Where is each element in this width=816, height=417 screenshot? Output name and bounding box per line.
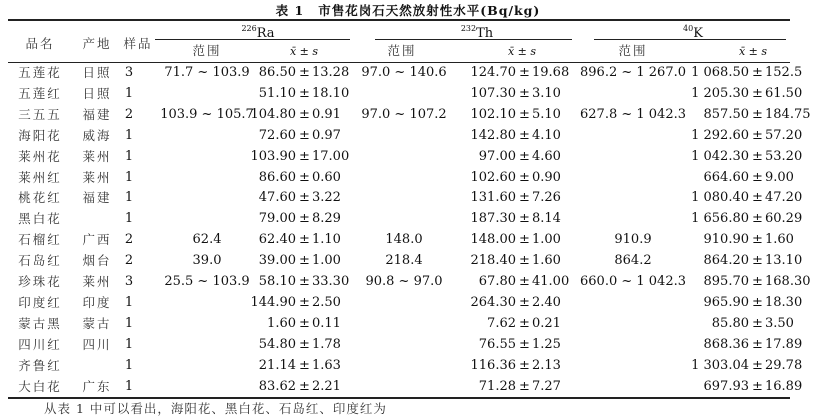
mean-value: 21.14 xyxy=(258,357,296,373)
plus-minus-sign: ± xyxy=(752,127,763,143)
header-ra-range: 范围 xyxy=(192,43,222,58)
mean-value: 1 042.30 xyxy=(691,148,749,164)
sd-value: 13.28 xyxy=(312,65,350,80)
sd-value: 0.11 xyxy=(312,315,341,331)
sd-value: 2.13 xyxy=(532,357,561,373)
mean-value: 85.80 xyxy=(711,315,749,331)
mean-value: 868.36 xyxy=(703,336,749,352)
plus-minus-sign: ± xyxy=(752,106,763,122)
cell-origin: 蒙古 xyxy=(82,315,112,331)
sd-value: 7.26 xyxy=(532,190,561,206)
plus-minus-sign: ± xyxy=(519,106,530,122)
sd-value: 0.21 xyxy=(532,315,561,331)
cell-th-range: 90.8 ~ 97.0 xyxy=(365,274,443,289)
header-k: $^{40}$K xyxy=(683,24,703,41)
header-th-range: 范围 xyxy=(387,43,417,58)
sd-value: 53.20 xyxy=(765,148,803,164)
cell-th-range: 218.4 xyxy=(385,253,423,269)
cell-name: 石榴红 xyxy=(18,232,62,248)
sd-value: 7.27 xyxy=(532,378,561,394)
cell-samples: 1 xyxy=(124,148,134,164)
plus-minus-sign: ± xyxy=(752,148,763,164)
plus-minus-sign: ± xyxy=(299,106,310,122)
sd-value: 3.22 xyxy=(312,190,341,206)
sd-value: 3.50 xyxy=(765,315,794,331)
cell-th-range: 97.0 ~ 107.2 xyxy=(361,106,447,122)
cell-name: 海阳花 xyxy=(18,127,62,143)
plus-minus-sign: ± xyxy=(299,315,310,331)
header-ra-mean: x̄ ± s xyxy=(289,45,319,58)
plus-minus-sign: ± xyxy=(299,378,310,394)
mean-value: 910.90 xyxy=(703,232,749,248)
mean-value: 148.00 xyxy=(470,232,516,248)
sd-value: 1.60 xyxy=(765,232,794,248)
sd-value: 60.29 xyxy=(765,211,803,227)
cell-samples: 1 xyxy=(124,336,134,352)
sd-value: 1.00 xyxy=(312,253,341,269)
mean-value: 864.20 xyxy=(703,253,749,269)
cell-th-range: 97.0 ~ 140.6 xyxy=(361,65,447,80)
mean-value: 1 080.40 xyxy=(691,190,749,206)
plus-minus-sign: ± xyxy=(752,274,763,289)
mean-value: 51.10 xyxy=(258,85,296,101)
plus-minus-sign: ± xyxy=(752,378,763,394)
mean-value: 76.55 xyxy=(478,336,516,352)
plus-minus-sign: ± xyxy=(519,274,530,289)
sd-value: 1.78 xyxy=(312,336,341,352)
header-name: 品名 xyxy=(25,36,55,51)
plus-minus-sign: ± xyxy=(519,169,530,185)
cell-origin: 莱州 xyxy=(82,148,112,164)
mean-value: 1 068.50 xyxy=(691,65,749,80)
sd-value: 13.10 xyxy=(765,253,803,269)
cell-name: 五莲红 xyxy=(18,85,62,101)
cell-ra-range: 62.4 xyxy=(192,232,222,248)
sd-value: 4.60 xyxy=(532,148,561,164)
mean-value: 102.10 xyxy=(470,106,516,122)
plus-minus-sign: ± xyxy=(299,169,310,185)
cell-origin: 广西 xyxy=(82,232,112,248)
cell-samples: 2 xyxy=(124,232,134,248)
mean-value: 54.80 xyxy=(258,336,296,352)
sd-value: 17.89 xyxy=(765,336,803,352)
sd-value: 3.10 xyxy=(532,85,561,101)
sd-value: 1.63 xyxy=(312,357,341,373)
plus-minus-sign: ± xyxy=(519,378,530,394)
sd-value: 41.00 xyxy=(532,274,570,289)
plus-minus-sign: ± xyxy=(299,127,310,143)
cell-samples: 1 xyxy=(124,294,134,310)
header-origin: 产地 xyxy=(82,36,112,51)
cell-ra-range: 71.7 ~ 103.9 xyxy=(164,65,250,80)
sd-value: 61.50 xyxy=(765,85,803,101)
plus-minus-sign: ± xyxy=(519,65,530,80)
mean-value: 187.30 xyxy=(470,211,516,227)
header-th: $^{232}$Th xyxy=(460,24,494,41)
cell-k-range: 864.2 xyxy=(614,253,652,269)
mean-value: 895.70 xyxy=(703,274,749,289)
sd-value: 47.20 xyxy=(765,190,803,206)
header-th-mean: x̄ ± s xyxy=(507,45,537,58)
mean-value: 124.70 xyxy=(470,65,516,80)
cell-origin: 福建 xyxy=(82,190,112,206)
mean-value: 116.36 xyxy=(470,357,516,373)
mean-value: 1 292.60 xyxy=(691,127,749,143)
mean-value: 86.60 xyxy=(258,169,296,185)
cell-name: 三五五 xyxy=(18,106,62,122)
sd-value: 0.91 xyxy=(312,106,341,122)
mean-value: 67.80 xyxy=(478,274,516,289)
plus-minus-sign: ± xyxy=(299,211,310,227)
plus-minus-sign: ± xyxy=(519,211,530,227)
sd-value: 0.60 xyxy=(312,169,341,185)
sd-value: 17.00 xyxy=(312,148,350,164)
mean-value: 62.40 xyxy=(258,232,296,248)
mean-value: 697.93 xyxy=(703,378,749,394)
sd-value: 18.30 xyxy=(765,294,803,310)
cell-name: 桃花红 xyxy=(18,190,62,206)
cell-origin: 威海 xyxy=(82,127,112,143)
header-k-mean: x̄ ± s xyxy=(738,45,768,58)
mean-value: 7.62 xyxy=(487,315,516,331)
sd-value: 152.5 xyxy=(765,65,803,80)
sd-value: 2.40 xyxy=(532,294,561,310)
mean-value: 1 656.80 xyxy=(691,211,749,227)
cell-origin: 烟台 xyxy=(82,253,112,269)
cell-origin: 日照 xyxy=(82,85,112,101)
cell-samples: 2 xyxy=(124,253,134,269)
cell-ra-range: 25.5 ~ 103.9 xyxy=(164,274,250,289)
cell-name: 珍珠花 xyxy=(18,274,62,289)
sd-value: 5.10 xyxy=(532,106,561,122)
sd-value: 1.60 xyxy=(532,253,561,269)
mean-value: 218.40 xyxy=(470,253,516,269)
cell-samples: 1 xyxy=(124,127,134,143)
cell-ra-range: 103.9 ~ 105.7 xyxy=(160,106,254,122)
plus-minus-sign: ± xyxy=(752,253,763,269)
cell-name: 蒙古黑 xyxy=(18,315,62,331)
cell-samples: 3 xyxy=(124,65,134,80)
mean-value: 144.90 xyxy=(250,294,296,310)
plus-minus-sign: ± xyxy=(752,315,763,331)
cell-origin: 莱州 xyxy=(82,274,112,289)
cell-name: 四川红 xyxy=(18,336,62,352)
cell-samples: 1 xyxy=(124,190,134,206)
mean-value: 142.80 xyxy=(470,127,516,143)
plus-minus-sign: ± xyxy=(299,232,310,248)
sd-value: 1.00 xyxy=(532,232,561,248)
sd-value: 9.00 xyxy=(765,169,794,185)
mean-value: 264.30 xyxy=(470,294,516,310)
cell-k-range: 660.0 ~ 1 042.3 xyxy=(580,274,686,289)
mean-value: 103.90 xyxy=(250,148,296,164)
sd-value: 184.75 xyxy=(765,106,811,122)
mean-value: 104.80 xyxy=(250,106,296,122)
cell-name: 莱州花 xyxy=(18,148,62,164)
plus-minus-sign: ± xyxy=(299,336,310,352)
cell-samples: 1 xyxy=(124,315,134,331)
cell-samples: 1 xyxy=(124,169,134,185)
mean-value: 72.60 xyxy=(258,127,296,143)
mean-value: 47.60 xyxy=(258,190,296,206)
cell-ra-range: 39.0 xyxy=(192,253,222,269)
plus-minus-sign: ± xyxy=(752,65,763,80)
plus-minus-sign: ± xyxy=(299,85,310,101)
sd-value: 29.78 xyxy=(765,357,803,373)
mean-value: 107.30 xyxy=(470,85,516,101)
plus-minus-sign: ± xyxy=(519,357,530,373)
cell-name: 石岛红 xyxy=(18,253,62,269)
mean-value: 1 303.04 xyxy=(691,357,749,373)
cell-k-range: 627.8 ~ 1 042.3 xyxy=(580,106,686,122)
mean-value: 857.50 xyxy=(703,106,749,122)
sd-value: 19.68 xyxy=(532,65,570,80)
plus-minus-sign: ± xyxy=(299,294,310,310)
sd-value: 8.29 xyxy=(312,211,341,227)
cell-samples: 1 xyxy=(124,85,134,101)
cell-origin: 四川 xyxy=(82,336,112,352)
sd-value: 0.97 xyxy=(312,127,341,143)
cell-th-range: 148.0 xyxy=(385,232,423,248)
cell-name: 莱州红 xyxy=(18,169,62,185)
header-rule xyxy=(8,62,790,63)
mean-value: 97.00 xyxy=(478,148,516,164)
sd-value: 1.25 xyxy=(532,336,561,352)
mean-value: 1 205.30 xyxy=(691,85,749,101)
cell-samples: 1 xyxy=(124,211,134,227)
mean-value: 965.90 xyxy=(703,294,749,310)
plus-minus-sign: ± xyxy=(299,190,310,206)
cell-samples: 3 xyxy=(124,274,134,289)
sd-value: 8.14 xyxy=(532,211,561,227)
plus-minus-sign: ± xyxy=(752,294,763,310)
plus-minus-sign: ± xyxy=(519,148,530,164)
mean-value: 39.00 xyxy=(258,253,296,269)
cell-k-range: 910.9 xyxy=(614,232,652,248)
cell-origin: 广东 xyxy=(82,378,112,394)
cell-name: 大白花 xyxy=(18,378,62,394)
sd-value: 16.89 xyxy=(765,378,803,394)
cell-origin: 日照 xyxy=(82,65,112,80)
sd-value: 168.30 xyxy=(765,274,811,289)
plus-minus-sign: ± xyxy=(519,253,530,269)
plus-minus-sign: ± xyxy=(752,190,763,206)
plus-minus-sign: ± xyxy=(519,190,530,206)
cell-name: 印度红 xyxy=(18,294,62,310)
mean-value: 664.60 xyxy=(703,169,749,185)
cell-samples: 1 xyxy=(124,378,134,394)
plus-minus-sign: ± xyxy=(752,357,763,373)
sd-value: 1.10 xyxy=(312,232,341,248)
header-samples: 样品 xyxy=(123,36,153,51)
mean-value: 71.28 xyxy=(478,378,516,394)
cell-name: 齐鲁红 xyxy=(18,357,62,373)
sd-value: 18.10 xyxy=(312,85,350,101)
plus-minus-sign: ± xyxy=(752,85,763,101)
cell-origin: 莱州 xyxy=(82,169,112,185)
mean-value: 1.60 xyxy=(267,315,296,331)
mean-value: 102.60 xyxy=(470,169,516,185)
cell-origin: 印度 xyxy=(82,294,112,310)
plus-minus-sign: ± xyxy=(519,85,530,101)
body-text: 从表 1 中可以看出，海阳花、黑白花、石岛红、印度红为 xyxy=(44,401,387,416)
sd-value: 0.90 xyxy=(532,169,561,185)
plus-minus-sign: ± xyxy=(299,65,310,80)
mean-value: 131.60 xyxy=(470,190,516,206)
plus-minus-sign: ± xyxy=(299,148,310,164)
plus-minus-sign: ± xyxy=(752,169,763,185)
cell-samples: 2 xyxy=(124,106,134,122)
mean-value: 86.50 xyxy=(258,65,296,80)
sd-value: 57.20 xyxy=(765,127,803,143)
sd-value: 2.50 xyxy=(312,294,341,310)
plus-minus-sign: ± xyxy=(752,232,763,248)
plus-minus-sign: ± xyxy=(519,294,530,310)
mean-value: 83.62 xyxy=(258,378,296,394)
cell-name: 五莲花 xyxy=(18,65,62,80)
plus-minus-sign: ± xyxy=(752,336,763,352)
plus-minus-sign: ± xyxy=(519,336,530,352)
cell-samples: 1 xyxy=(124,357,134,373)
header-ra: $^{226}$Ra xyxy=(241,24,275,41)
plus-minus-sign: ± xyxy=(752,211,763,227)
header-k-range: 范围 xyxy=(618,43,648,58)
top-rule xyxy=(8,19,790,21)
mean-value: 79.00 xyxy=(258,211,296,227)
sd-value: 2.21 xyxy=(312,378,341,394)
plus-minus-sign: ± xyxy=(519,127,530,143)
plus-minus-sign: ± xyxy=(299,274,310,289)
mean-value: 58.10 xyxy=(258,274,296,289)
sd-value: 4.10 xyxy=(532,127,561,143)
plus-minus-sign: ± xyxy=(299,253,310,269)
cell-k-range: 896.2 ~ 1 267.0 xyxy=(580,65,686,80)
sd-value: 33.30 xyxy=(312,274,350,289)
plus-minus-sign: ± xyxy=(299,357,310,373)
plus-minus-sign: ± xyxy=(519,315,530,331)
cell-origin: 福建 xyxy=(82,106,112,122)
table-title: 表 1 市售花岗石天然放射性水平(Bq/kg) xyxy=(275,3,541,18)
cell-name: 黑白花 xyxy=(18,211,62,227)
plus-minus-sign: ± xyxy=(519,232,530,248)
